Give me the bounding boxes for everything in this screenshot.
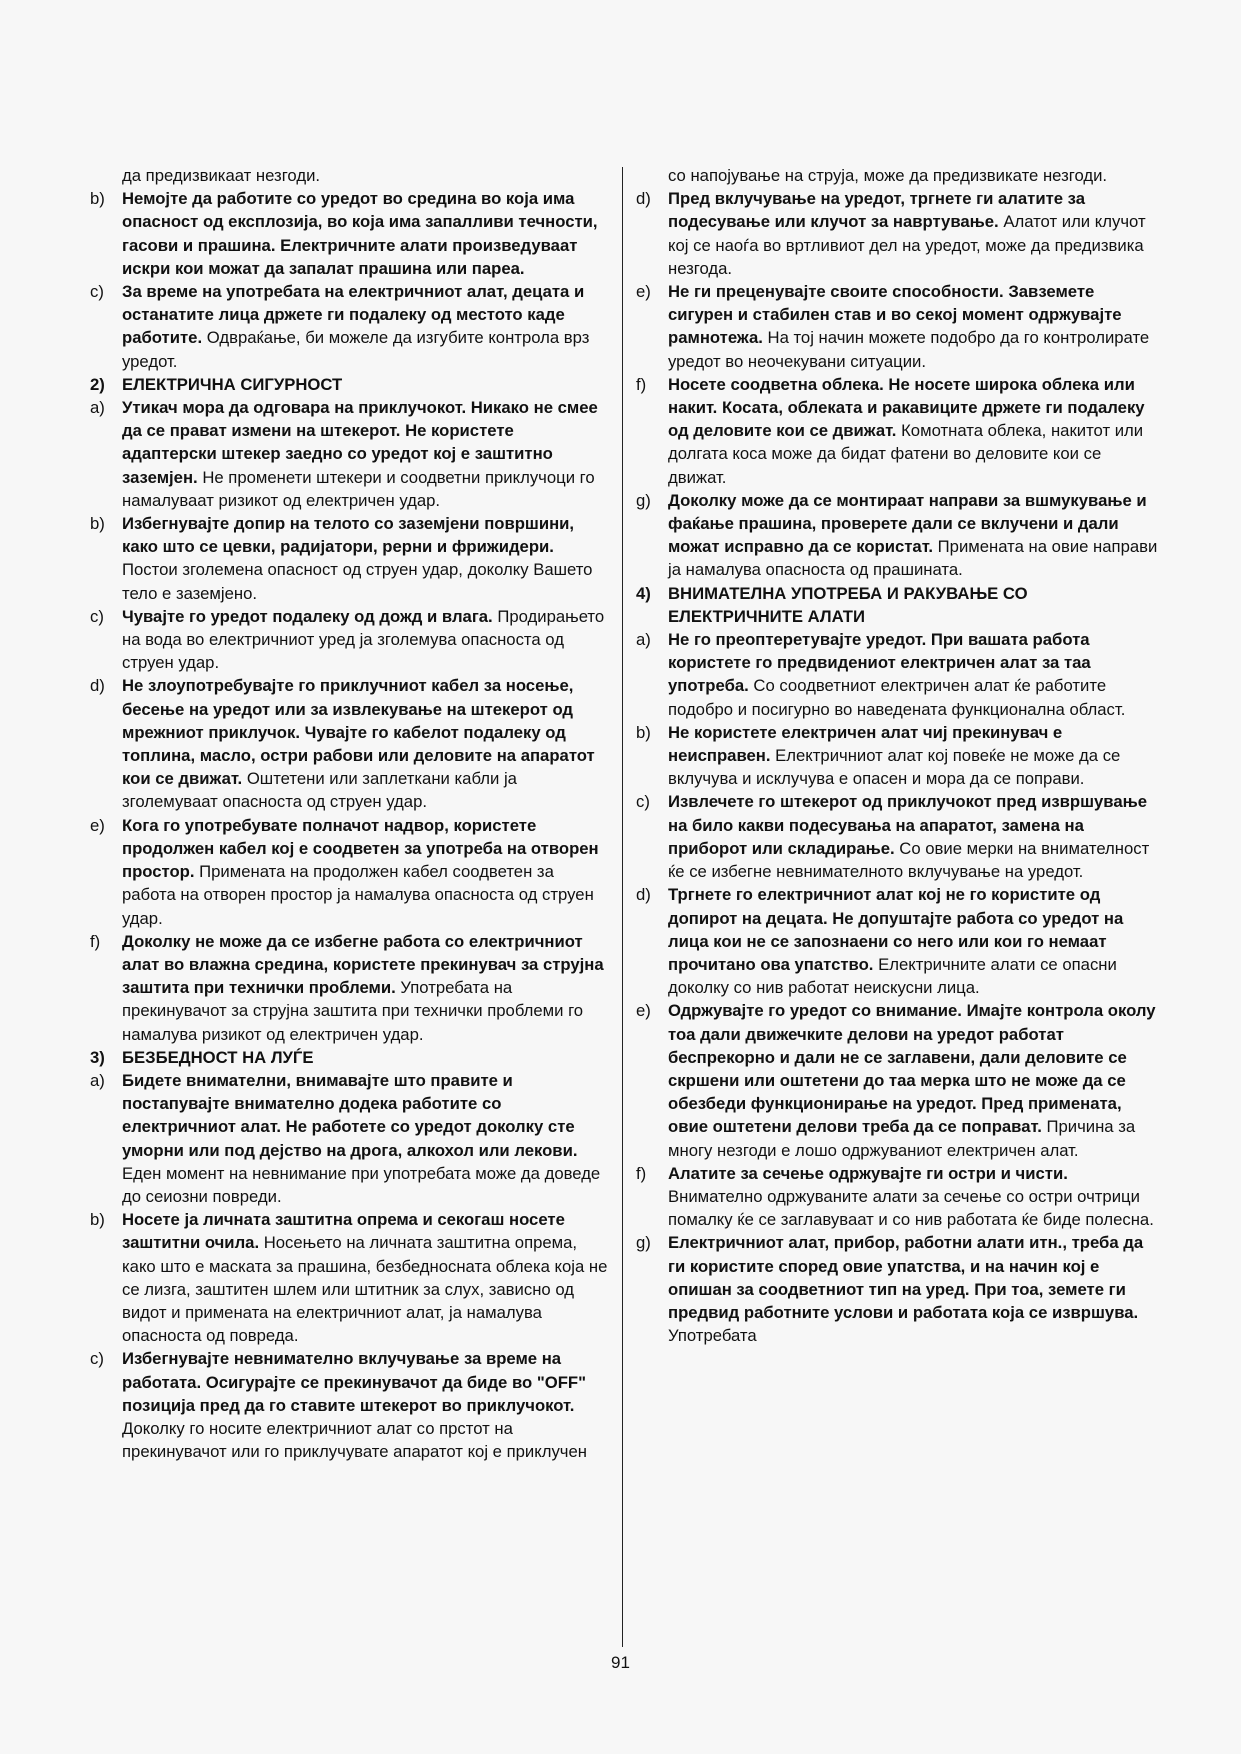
item-label: e): [636, 282, 651, 302]
heading-text: ВНИМАТЕЛНА УПОТРЕБА И РАКУВАЊЕ СО ЕЛЕКТРИЧНИТЕ АЛАТИ: [668, 583, 1028, 626]
item-bold-text: Носете соодветна облека. Не носете широка облека или накит. Косата, облеката и ракавиците држете ги подалеку од деловите кои се движат.: [668, 374, 1145, 441]
item-normal-text: Употребата на прекинувачот за струјна заштита при технички проблеми го намалува ризикот од електричен удар.: [122, 978, 584, 1044]
item-label: b): [90, 189, 105, 209]
list-item-e2: [90, 814, 612, 930]
item-bold-text: Кога го употребувате полначот надвор, користете продолжен кабел кој е соодветен за употреба на отворен простор.: [122, 815, 599, 882]
item-bold-text: Избегнувајте невнимателно вклучување за време на работата. Осигурајте се прекинувачот да биде во "OFF" позиција пред да го ставите штекерот во приклучокот.: [122, 1349, 587, 1415]
item-normal-text: Внимателно одржуваните алати за сечење со остри очтрици помалку ќе се заглавуваат и со нив работата ќе биде полесна.: [668, 1186, 1154, 1230]
item-normal-text: Електричниот алат кој повеќе не може да се вклучува и исклучува е опасен и мора да се поправи.: [668, 746, 1121, 789]
item-normal-text: Употребата: [668, 1326, 757, 1346]
item-label: c): [90, 1349, 104, 1369]
item-label: a): [636, 630, 651, 650]
item-bold-text: Не го преоптеретувајте уредот. При вашата работа користете го предвидениот електричен алат за таа употреба.: [668, 630, 1091, 696]
item-bold-text: Пред вклучување на уредот, тргнете ги алатите за подесување или клучот за навртување.: [668, 189, 1086, 232]
item-normal-text: Причина за многу незгоди е лошо одржуваниот електричен алат.: [668, 1117, 1136, 1160]
item-label: g): [636, 1233, 651, 1253]
item-label: b): [90, 514, 105, 534]
item-label: d): [90, 676, 105, 696]
list-item-a2: [90, 396, 612, 512]
item-label: a): [90, 1070, 105, 1090]
item-label: d): [636, 189, 651, 209]
item-bold-text: Немојте да работите со уредот во средина во која има опасност од експлозија, во која има запалливи течности, гасови и прашина. Електричните алати произведуваат искри кои можат да запалат прашина или пареа.: [122, 189, 598, 278]
item-normal-text: Постои зголемена опасност од струен удар, доколку Вашето тело е заземјено.: [122, 560, 593, 603]
item-label: e): [636, 1001, 651, 1021]
item-normal-text: Доколку го носите електричниот алат со прстот на прекинувачот или го приклучувате апаратот кој е приклучен: [122, 1418, 587, 1462]
page-number: 91: [611, 1653, 630, 1672]
item-bold-text: Не користете електричен алат чиј прекинувач е неисправен.: [668, 722, 1063, 766]
section-heading-4: [636, 582, 1158, 628]
item-bold-text: Бидете внимателни, внимавајте што правите и постапувајте внимателно додека работите со електричниот алат. Не работете со уредот доколку сте уморни или под дејство на дрога, алкохол или лекови.: [122, 1070, 578, 1160]
list-item-g4: [636, 1231, 1158, 1347]
list-item-b1: [90, 187, 612, 280]
item-normal-text: Одвраќање, би можеле да изгубите контрола врз уредот.: [122, 328, 590, 371]
list-item-b4: [636, 721, 1158, 791]
item-bold-text: За време на употребата на електричниот алат, децата и останатите лица држете ги подалеку од местото каде работите.: [122, 282, 585, 348]
item-normal-text: Електричните алати се опасни доколку со нив работат неискусни лица.: [668, 954, 1117, 998]
list-item-f4: [636, 1162, 1158, 1232]
item-normal-text: Еден момент на невнимание при употребата може да доведе до сеиозни повреди.: [122, 1163, 601, 1206]
list-item-b3: [90, 1208, 612, 1347]
item-bold-text: Носете ја личната заштитна опрема и секогаш носете заштитни очила.: [122, 1210, 565, 1253]
item-label: e): [90, 815, 105, 835]
section-heading-3: [90, 1046, 612, 1069]
item-label: f): [636, 1163, 647, 1183]
item-label: a): [90, 398, 105, 418]
item-bold-text: Утикач мора да одговара на приклучокот. Никако не смее да се прават измени на штекерот. Не користете адаптерски штекер заедно со уредот кој е заштитно заземјен.: [122, 398, 598, 487]
item-bold-text: Тргнете го електричниот алат кој не го користите од допирот на децата. Не допуштајте работа со уредот на лица кои не се запознаени со него или кои го немаат прочитано ова упатство.: [668, 885, 1124, 974]
left-column: [90, 164, 612, 1463]
item-bold-text: Доколку не може да се избегне работа со електричниот алат во влажна средина, користете прекинувач за струјна заштита при технички проблеми.: [122, 931, 604, 998]
right-column: [636, 164, 1158, 1347]
item-normal-text: Оштетени или заплеткани кабли ја зголемуваат опасноста од струен удар.: [122, 769, 517, 812]
list-item-b2: [90, 512, 612, 605]
item-bold-text: Не злоупотребувајте го приклучниот кабел за носење, бесење на уредот или за извлекување на штекерот од мрежниот приклучок. Чувајте го кабелот подалеку од топлина, масло, остри рабови или деловите на апаратот кои се движат.: [122, 676, 595, 789]
item-label: c): [636, 792, 650, 812]
column-divider: [622, 167, 623, 1647]
item-normal-text: Продирањето на вода во електричниот уред ја зголемува опасноста од струен удар.: [122, 606, 605, 673]
list-item-d4: [636, 883, 1158, 999]
list-item-e4: [636, 999, 1158, 1161]
list-item-c2: [90, 605, 612, 675]
list-item-a3: [90, 1069, 612, 1208]
item-normal-text: Примената на овие направи ја намалува опасноста од прашината.: [668, 537, 1158, 580]
item-normal-text: Примената на продолжен кабел соодветен за работа на отворен простор ја намалува опасноста од струен удар.: [122, 862, 594, 928]
item-normal-text: Носењето на личната заштитна опрема, како што е маската за прашина, безбедносната облека која не се лизга, заштитен шлем или штитник за слух, зависно од видот и примената на електричниот алат, ја намалува опасноста од повреда.: [122, 1233, 608, 1346]
continued-text: да предизвикаат незгоди.: [122, 166, 321, 185]
item-normal-text: Со соодветниот електричен алат ќе работите подобро и посигурно во наведената функционална област.: [668, 676, 1126, 719]
list-item-c3: [90, 1347, 612, 1463]
item-normal-text: Комотната облека, накитот или долгата коса може да бидат фатени во деловите кои се движат.: [668, 421, 1144, 487]
item-label: c): [90, 606, 104, 626]
heading-number: 3): [90, 1047, 105, 1067]
section-heading-2: [90, 373, 612, 396]
item-bold-text: Алатите за сечење одржувајте ги остри и чисти.: [668, 1163, 1068, 1183]
heading-number: 2): [90, 374, 105, 394]
item-bold-text: Електричниот алат, прибор, работни алати итн., треба да ги користите според овие упатства, и на начин кој е опишан за соодветниот тип на уред. При тоа, земете ги предвид работните услови и работата која се извршува.: [668, 1233, 1144, 1322]
item-label: c): [90, 282, 104, 302]
list-item-d3: [636, 187, 1158, 280]
item-label: f): [636, 374, 647, 394]
list-item-d2: [90, 674, 612, 813]
item-label: d): [636, 885, 651, 905]
item-normal-text: Не променети штекери и соодветни приклучоци го намалуваат ризикот од електричен удар.: [122, 467, 595, 510]
item-bold-text: Извлечете го штекерот од приклучокот пред извршување на било какви подесувања на апаратот, замена на приборот или складирање.: [668, 792, 1147, 858]
list-item-e3: [636, 280, 1158, 373]
item-bold-text: Одржувајте го уредот со внимание. Имајте контрола околу тоа дали движечките делови на уредот работат беспрекорно и дали не се заглавени, дали деловите се скршени или оштетени до таа мерка што не може да се обезбеди функционирање на уредот. Пред примената, овие оштетени делови треба да се поправат.: [668, 1001, 1156, 1137]
list-item-f2: [90, 930, 612, 1046]
item-normal-text: На тој начин можете подобро да го контролирате уредот во неочекувани ситуации.: [668, 328, 1150, 371]
list-item-c4: [636, 790, 1158, 883]
item-label: b): [636, 722, 651, 742]
item-bold-text: Избегнувајте допир на телото со заземјени површини, како што се цевки, радијатори, рерни и фрижидери.: [122, 514, 575, 557]
item-bold-text: Доколку може да се монтираат направи за вшмукување и фаќање прашина, проверете дали се вклучени и дали можат исправно да се користат.: [668, 490, 1147, 557]
list-item-f3: [636, 373, 1158, 489]
item-normal-text: Алатот или клучот кој се наоѓа во вртливиот дел на уредот, може да предизвика незгода.: [668, 212, 1146, 278]
list-item-c1: [90, 280, 612, 373]
heading-text: БЕЗБЕДНОСТ НА ЛУЃЕ: [122, 1047, 314, 1067]
item-label: b): [90, 1210, 105, 1230]
list-item-g3: [636, 489, 1158, 582]
item-normal-text: Со овие мерки на внимателност ќе се избегне невнимателното вклучување на уредот.: [668, 838, 1150, 882]
continued-text: со напојување на струја, може да предизвикате незгоди.: [668, 166, 1108, 185]
item-bold-text: Чувајте го уредот подалеку од дожд и влага.: [122, 606, 493, 626]
item-bold-text: Не ги прецeнувајте своите способности. Завземете сигурен и стабилен став и во секој момент одржувајте рамнотежа.: [668, 282, 1122, 348]
list-item-a4: [636, 628, 1158, 721]
heading-text: ЕЛЕКТРИЧНА СИГУРНОСТ: [122, 374, 343, 394]
heading-number: 4): [636, 583, 651, 603]
item-label: f): [90, 931, 101, 951]
item-label: g): [636, 490, 651, 510]
